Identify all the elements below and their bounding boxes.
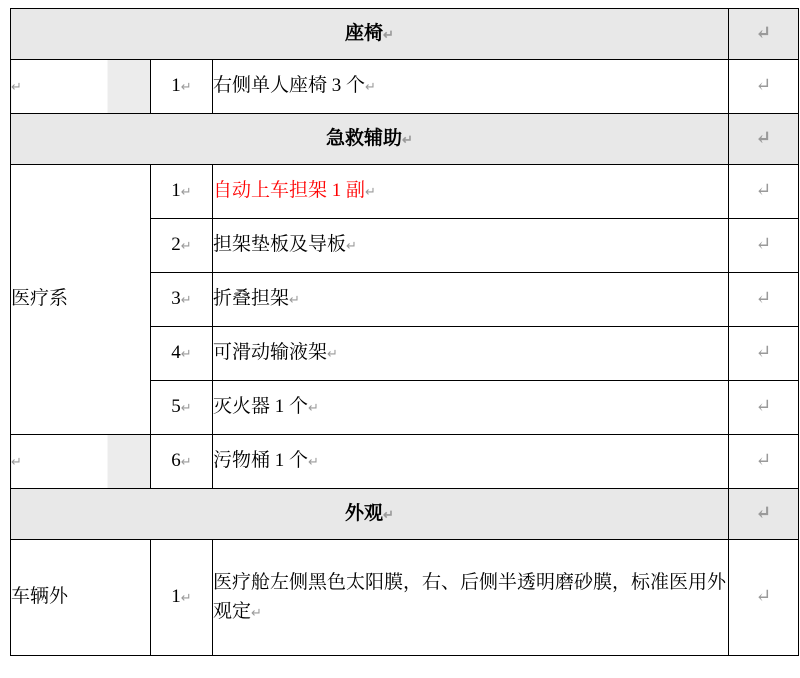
paragraph-mark-icon: ↵ — [308, 400, 319, 416]
paragraph-mark-icon: ↵ — [365, 184, 376, 200]
paragraph-mark-icon: ↵ — [180, 454, 192, 470]
paragraph-mark-icon: ↵ — [327, 346, 338, 362]
section-header-label — [11, 114, 729, 165]
paragraph-mark-icon: ↵ — [11, 79, 22, 95]
paragraph-mark-icon: ↵ — [180, 292, 192, 308]
section-title-text: 座椅 — [345, 22, 384, 44]
paragraph-mark-icon: ↵ — [180, 238, 192, 254]
item-number-cell — [151, 381, 213, 435]
section-header-label — [11, 9, 729, 60]
item-number: 1 — [171, 180, 181, 202]
item-number-cell — [151, 540, 213, 656]
section-row-mark: ↵ — [729, 9, 799, 60]
paragraph-mark-icon: ↵ — [180, 79, 192, 95]
item-description: 折叠担架 — [213, 288, 290, 310]
item-description: 灭火器 1 个 — [213, 396, 309, 418]
section-title-text: 急救辅助 — [326, 127, 403, 149]
item-number-cell — [151, 273, 213, 327]
specification-table — [10, 8, 799, 656]
item-number: 1 — [171, 75, 181, 97]
table-row — [11, 165, 799, 219]
paragraph-mark-icon: ↵ — [289, 292, 300, 308]
item-description: 右侧单人座椅 3 个 — [213, 75, 366, 97]
section-header-row — [11, 9, 799, 60]
section-row-mark: ↵ — [729, 114, 799, 165]
item-number-cell — [151, 60, 213, 114]
item-description-highlighted: 自动上车担架 1 副 — [213, 180, 366, 202]
paragraph-mark-icon: ↵ — [180, 590, 192, 606]
item-number-cell — [151, 165, 213, 219]
item-number: 5 — [171, 396, 181, 418]
section-row-mark: ↵ — [729, 489, 799, 540]
category-label: 医疗系 — [11, 288, 69, 310]
item-description: 担架垫板及导板 — [213, 234, 347, 256]
category-cell — [11, 540, 151, 656]
section-header-label — [11, 489, 729, 540]
row-mark-cell: ↵ — [729, 60, 799, 114]
paragraph-mark-icon: ↵ — [346, 238, 357, 254]
item-description: 医疗舱左侧黑色太阳膜，右、后侧半透明磨砂膜，标准医用外观定 — [213, 572, 727, 622]
row-mark-cell: ↵ — [729, 327, 799, 381]
paragraph-mark-icon: ↵ — [402, 131, 413, 147]
table-row — [11, 60, 799, 114]
item-number: 3 — [171, 288, 181, 310]
row-mark-cell: ↵ — [729, 219, 799, 273]
item-number-cell — [151, 327, 213, 381]
paragraph-mark-icon: ↵ — [383, 506, 394, 522]
item-description-cell — [213, 381, 729, 435]
category-cell — [11, 60, 151, 114]
item-description: 污物桶 1 个 — [213, 450, 309, 472]
category-label: 车辆外 — [11, 586, 69, 608]
section-title-text: 外观 — [345, 502, 384, 524]
item-number: 2 — [171, 234, 181, 256]
item-description-cell — [213, 435, 729, 489]
table-row — [11, 435, 799, 489]
paragraph-mark-icon: ↵ — [180, 400, 192, 416]
item-number: 4 — [171, 342, 181, 364]
row-mark-cell: ↵ — [729, 165, 799, 219]
category-cell — [11, 165, 151, 435]
item-description: 可滑动输液架 — [213, 342, 328, 364]
paragraph-mark-icon: ↵ — [180, 184, 192, 200]
table-row — [11, 540, 799, 656]
item-description-cell — [213, 540, 729, 656]
row-mark-cell: ↵ — [729, 273, 799, 327]
paragraph-mark-icon: ↵ — [383, 26, 394, 42]
paragraph-mark-icon: ↵ — [180, 346, 192, 362]
item-description-cell — [213, 60, 729, 114]
item-description-cell — [213, 327, 729, 381]
section-header-row — [11, 489, 799, 540]
item-number: 6 — [171, 450, 181, 472]
row-mark-cell: ↵ — [729, 381, 799, 435]
section-header-row — [11, 114, 799, 165]
paragraph-mark-icon: ↵ — [11, 454, 22, 470]
paragraph-mark-icon: ↵ — [365, 79, 376, 95]
paragraph-mark-icon: ↵ — [308, 454, 319, 470]
item-number: 1 — [171, 586, 181, 608]
item-number-cell — [151, 435, 213, 489]
item-description-cell — [213, 273, 729, 327]
category-cell — [11, 435, 151, 489]
item-number-cell — [151, 219, 213, 273]
item-description-cell — [213, 165, 729, 219]
row-mark-cell: ↵ — [729, 540, 799, 656]
item-description-cell — [213, 219, 729, 273]
row-mark-cell: ↵ — [729, 435, 799, 489]
paragraph-mark-icon: ↵ — [251, 604, 262, 620]
